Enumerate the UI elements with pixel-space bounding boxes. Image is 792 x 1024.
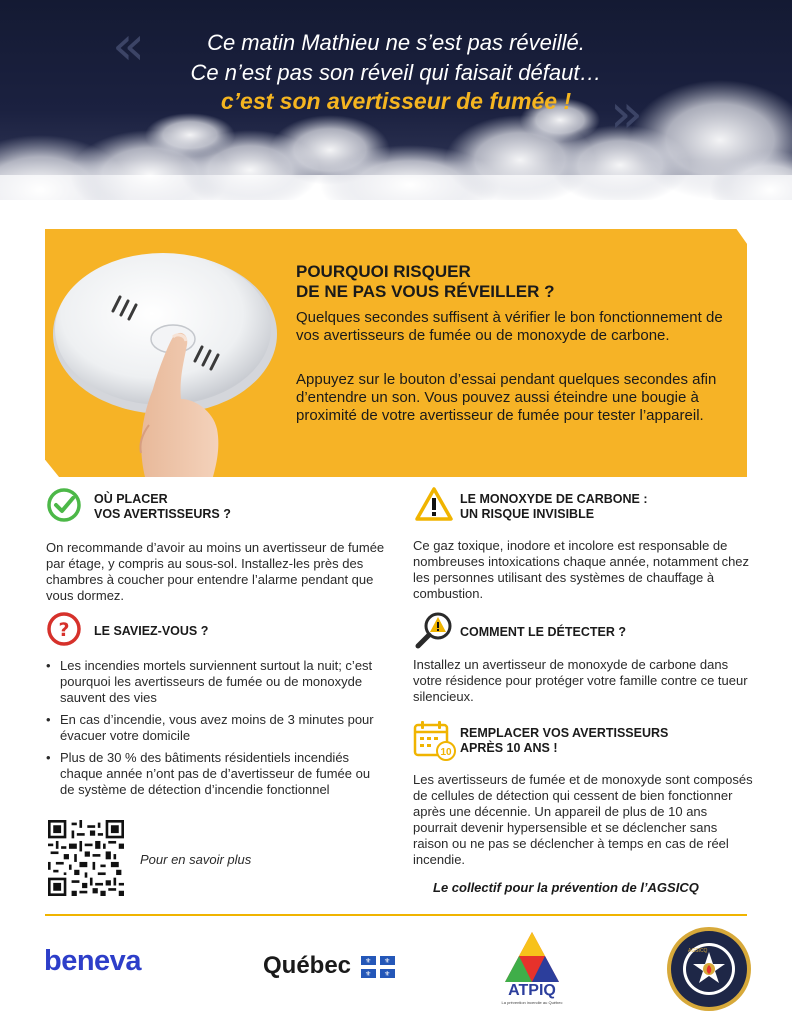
list-item: • Les incendies mortels surviennent surtout la nuit; c’est pourquoi les avertisseurs de fumée ou de monoxyde sauvent des vies — [46, 658, 386, 706]
calendar-number: 10 — [440, 747, 452, 758]
quebec-flag-icon — [361, 956, 395, 978]
qr-code[interactable] — [48, 820, 124, 896]
where-title — [94, 492, 374, 522]
quebec-logo-text: Québec — [263, 952, 352, 979]
agsicq-label: AGSICQ — [688, 948, 708, 954]
calendar-10-icon — [412, 719, 456, 761]
hero-line-1: Ce matin Mathieu ne s’est pas réveillé. — [207, 30, 585, 55]
where-text: On recommande d’avoir au moins un avertisseur de fumée par étage, y compris au sous-sol. Installez-les près des chambres à coucher pour entendre l’alarme pendant que vous dormez. — [46, 540, 385, 603]
more-info-link[interactable]: Pour en savoir plus — [140, 852, 252, 867]
svg-text:⚜: ⚜ — [365, 970, 372, 978]
signature: Le collectif pour la prévention de l’AGSICQ — [433, 880, 699, 895]
svg-text:⚜: ⚜ — [384, 970, 391, 978]
atpiq-logo — [501, 930, 563, 984]
replace-title-line-2: APRÈS 10 ANS ! — [460, 741, 558, 755]
replace-text: Les avertisseurs de fumée et de monoxyde sont composés de cellules de détection qui cessent de bien fonctionner après une décennie. Un appareil de plus de 10 ans pourrait devenir hypersensible et se déclencher sans raison ou ne pas se déclencher à temps en cas de réel incendie. — [413, 772, 753, 867]
list-item: • En cas d’incendie, vous avez moins de 3 minutes pour évacuer votre domicile — [46, 712, 386, 744]
facts-title: LE SAVIEZ-VOUS ? — [94, 624, 209, 638]
co-title-line-2: UN RISQUE INVISIBLE — [460, 507, 595, 521]
divider — [45, 914, 747, 916]
quote-close-icon: » — [610, 82, 644, 145]
red-question-icon — [46, 611, 82, 647]
svg-text:?: ? — [58, 619, 70, 641]
hero-banner — [0, 0, 792, 200]
where-title-line-2: VOS AVERTISSEURS ? — [94, 507, 231, 521]
panel-title-line-1: POURQUOI RISQUER — [296, 262, 471, 281]
panel-title — [296, 262, 716, 302]
quote-open-icon: « — [112, 14, 146, 77]
agsicq-seal — [666, 926, 752, 1012]
co-title-line-1: LE MONOXYDE DE CARBONE : — [460, 492, 648, 506]
replace-title-line-1: REMPLACER VOS AVERTISSEURS — [460, 726, 669, 740]
svg-text:⚜: ⚜ — [384, 957, 391, 965]
co-text: Ce gaz toxique, inodore et incolore est responsable de nombreuses intoxications chaque année, notamment chez les personnes utilisant des systèmes de chauffage à combustion. — [413, 538, 750, 601]
magnifier-warning-icon — [414, 611, 454, 649]
detect-text: Installez un avertisseur de monoxyde de carbone dans votre résidence pour protéger votre famille contre ce tueur silencieux. — [413, 657, 748, 704]
detect-title: COMMENT LE DÉTECTER ? — [460, 625, 626, 639]
atpiq-logo-text: ATPIQ — [508, 982, 556, 999]
list-item: • Plus de 30 % des bâtiments résidentiels incendiés chaque année n’ont pas de d’avertisseur de fumée ou de système de détection d’incendie fonctionnel — [46, 750, 386, 798]
panel-title-line-2: DE NE PAS VOUS RÉVEILLER ? — [296, 282, 555, 301]
replace-title — [460, 726, 750, 756]
svg-text:⚜: ⚜ — [365, 957, 372, 965]
warning-icon — [414, 486, 454, 522]
where-title-line-1: OÙ PLACER — [94, 492, 168, 506]
co-title — [460, 492, 750, 522]
panel-paragraph-2: Appuyez sur le bouton d’essai pendant quelques secondes afin d’entendre un son. Vous pouvez aussi éteindre une bougie à proximité de votre avertisseur de fumée pour tester l’appareil. — [296, 371, 717, 424]
atpiq-tagline: La prévention incendie au Québec — [501, 1000, 563, 1005]
panel-paragraph-1: Quelques secondes suffisent à vérifier le bon fonctionnement de vos avertisseurs de fumée ou de monoxyde de carbone. — [296, 309, 723, 344]
hero-line-2: Ce n’est pas son réveil qui faisait défaut… — [190, 60, 602, 85]
beneva-logo: beneva — [44, 945, 141, 977]
hero-line-3: c’est son avertisseur de fumée ! — [220, 88, 572, 114]
smoke-detector-image — [45, 229, 285, 477]
green-check-icon — [46, 487, 82, 523]
facts-list — [46, 658, 386, 804]
